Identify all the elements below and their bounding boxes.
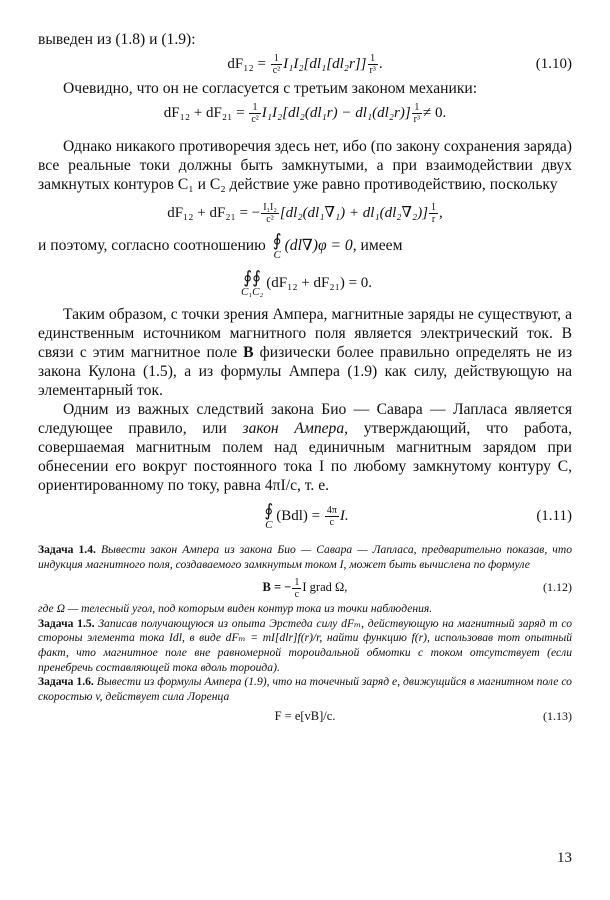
- intro-line: выведен из (1.8) и (1.9):: [38, 31, 196, 48]
- paragraph: Одним из важных следствий закона Био — Савара — Лапласа является следующее правило, или закон Ампера, утверждающий, что работа, совершаемая магнитным полем над единичным магнитным зарядом при обнесении его вокруг постоянного тока I по любому замкнутому контуру C, ориентированному по току, равна 4πI/c, т. е.: [38, 401, 572, 494]
- main-text: [38, 30, 572, 537]
- equation-1-11: ∮ C (Bdl) = $\frac{4\pi}{c}$ I. (1.11): [38, 495, 572, 537]
- contour-integral: ∮ C: [272, 231, 282, 261]
- problem-1-6: Задача 1.6. Вывести из формулы Ампера (1.9), что на точечный заряд e, движущийся в магнитном поле со скоростью v, действует сила Лоренца: [38, 675, 572, 703]
- equation-1-10: dF₁₂ = $\frac{1}{\text{c²}}$ I₁I₂[dl₁[dl₂r]] $\frac{1}{\text{r³}}$ . (1.10): [38, 49, 572, 79]
- equation-number: (1.13): [543, 709, 572, 724]
- equation-1-13: F = e[vB]/c. (1.13): [38, 704, 572, 728]
- equation-2: dF₁₂ + dF₂₁ = $\frac{1}{\text{c²}}$ I₁I₂[dl₂(dl₁r) − dl₁(dl₂r)] $\frac{1}{\text{r³}}$ ≠ 0.: [163, 102, 447, 126]
- eq1-lhs: dF₁₂ =: [227, 56, 270, 72]
- equation-3: dF₁₂ + dF₂₁ = − $\frac{\text{I₁I₂}}{\text{c²}}$ [dl₂(dl₁∇₁) + dl₁(dl₂∇₂)] $\frac{1}{r}$ ,: [167, 202, 443, 226]
- eq1-body: I₁I₂[dl₁[dl₂r]]: [283, 56, 367, 72]
- eq1-frac: $\frac{1}{\text{c²}}$: [272, 53, 281, 77]
- problem-1-4: Задача 1.4. Вывести закон Ампера из закона Био — Савара — Лапласа, предварительно показав, что индукция магнитного поля, создаваемого замкнутым током I, может быть вычислена по формуле: [38, 543, 572, 571]
- problem-1-4-note: где Ω — телесный угол, под которым виден контур тока из точки наблюдения.: [38, 602, 433, 616]
- eq5-frac: $\frac{4\pi}{c}$: [326, 505, 337, 529]
- eq6-frac: $\frac{1}{c}$: [294, 576, 300, 600]
- equation-4: ∮∮ C₁C₂ (dF₁₂ + dF₂₁) = 0.: [240, 268, 373, 299]
- eq3-tail-frac: $\frac{1}{r}$: [431, 202, 437, 226]
- contour-integral: ∮ C: [264, 501, 274, 532]
- problem-1-5: Задача 1.5. Записав получающуюся из опыта Эрстеда силу dFₘ, действующую на магнитный заряд m со стороны элемента тока Idl, в виде dFₘ = mI[dlr]f(r)/r, найти функцию f(r), использовав тот опытный факт, что магнитное поле вне равномерной тороидальной обмотки с током отсутствует (если пренебречь составляющей тока вдоль тороида).: [38, 616, 572, 674]
- page-number: 13: [557, 850, 572, 866]
- equation-1-12: B = − $\frac{1}{c}$ I grad Ω, (1.12): [38, 572, 572, 602]
- paragraph: и поэтому, согласно соотношению ∮ C (dl∇)φ = 0, имеем: [38, 231, 403, 261]
- equation-number: (1.10): [535, 56, 572, 72]
- equation-number: (1.12): [543, 580, 572, 595]
- paragraph: Однако никакого противоречия здесь нет, ибо (по закону сохранения заряда) все реальные токи должны быть замкнутыми, а при взаимодействии двух замкнутых контуров C₁ и C₂ действие уже равно противодействию, поскольку: [38, 138, 572, 193]
- problems-section: [38, 543, 572, 728]
- page-content: [38, 30, 572, 728]
- eq1-tail-frac: $\frac{1}{\text{r³}}$: [369, 53, 376, 77]
- eq2-frac: $\frac{1}{\text{c²}}$: [251, 102, 259, 126]
- eq3-frac: $\frac{\text{I₁I₂}}{\text{c²}}$: [263, 202, 277, 226]
- eq2-tail-frac: $\frac{1}{\text{r³}}$: [413, 102, 420, 126]
- equation-number: (1.11): [536, 508, 572, 524]
- double-contour-integral: ∮∮ C₁C₂: [240, 268, 264, 299]
- paragraph: Очевидно, что он не согласуется с третьим законом механики:: [63, 80, 478, 97]
- paragraph: Таким образом, с точки зрения Ампера, магнитные заряды не существуют, а единственным источником магнитного поля является электрический ток. В связи с этим магнитное поле B физически более правильно определять не из закона Кулона (1.5), а из формулы Ампера (1.9) как силу, действующую на элементарный ток.: [38, 306, 572, 399]
